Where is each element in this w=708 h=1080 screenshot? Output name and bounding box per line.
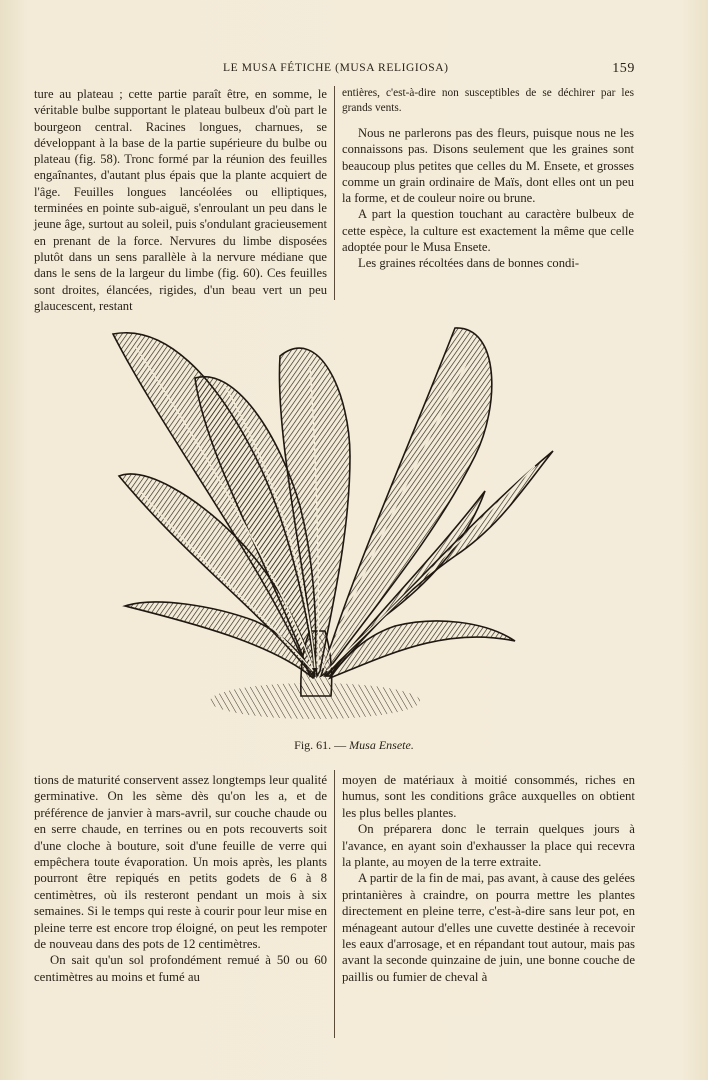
column-divider-bottom [334, 770, 335, 1038]
paragraph-sowing: tions de maturité conservent assez longtemps leur qualité germinative. On les sème dès qu'on les a, et de préférence de janvier à mars-avril, sur couche chaude ou en serre chaude, en terrines ou en pots recouverts soit d'une cloche à bouture, soit d'une feuille de verre qui empêchera toute évaporation. Un mois après, les plants pourront être repiqués en petits godets de 6 à 8 centimètres, où ils resteront pendant un mois à six semaines. Si le temps qui reste à courir pour leur mise en pleine terre est encore trop éloigné, on peut les rempoter de nouveau dans des pots de 12 centimètres. [34, 773, 327, 952]
bottom-right-column [342, 772, 635, 985]
paragraph-planting: A partir de la fin de mai, pas avant, à cause des gelées printanières à craindre, on pourra mettre les plantes directement en pleine terre, c'est-à-dire sans leur pot, en ménageant autour d'elles une cuvette destinée à recevoir les eaux d'arrosage, et en répandant tout autour, mais pas avant la seconde quinzaine de juin, une bonne couche de paillis ou fumier de cheval à [342, 871, 635, 984]
paragraph-ground-prep: On préparera donc le terrain quelques jours à l'avance, en ayant soin d'exhausser la place qui recevra la plante, au moyen de la terre extraite. [342, 822, 635, 870]
paragraph-culture: A part la question touchant au caractère bulbeux de cette espèce, la culture est exactement la même que celle adoptée pour le Musa Ensete. [342, 207, 634, 255]
paragraph-leaves-end: entières, c'est-à-dire non susceptibles de se déchirer par les grands vents. [342, 87, 634, 114]
page-number: 159 [612, 61, 635, 76]
musa-ensete-engraving [105, 316, 565, 736]
caption-species: Musa Ensete. [349, 738, 414, 752]
paragraph-soil: On sait qu'un sol profondément remué à 50 ou 60 centimètres au moins et fumé au [34, 953, 327, 984]
paragraph-humus: moyen de matériaux à moitié consommés, riches en humus, sont les conditions grâce auxquelles on obtient les plus belles plantes. [342, 773, 635, 820]
column-divider-top [334, 86, 335, 300]
bottom-left-column [34, 772, 327, 985]
caption-figure-number: Fig. 61. — [294, 738, 347, 752]
top-right-column [342, 86, 634, 272]
running-title: LE MUSA FÉTICHE (MUSA RELIGIOSA) [223, 62, 449, 74]
top-left-column [34, 86, 327, 314]
paragraph-seeds: Nous ne parlerons pas des fleurs, puisque nous ne les connaissons pas. Disons seulement que les graines sont beaucoup plus petites que celles du M. Ensete, et grosses comme un grain ordinaire de Maïs, dont elles ont un peu la forme, et de couleur noire ou brune. [342, 126, 634, 206]
paragraph-seed-harvest: Les graines récoltées dans de bonnes condi- [358, 256, 580, 271]
figure-caption [0, 738, 708, 753]
paragraph-description: ture au plateau ; cette partie paraît être, en somme, le véritable bulbe supportant le plateau bulbeux d'où part le bourgeon central. Racines longues, charnues, se développant à la base de la partie supérieure du bulbe ou plateau (fig. 58). Tronc formé par la réunion des feuilles engaînantes, d'autant plus épais que la plante acquiert de l'âge. Feuilles longues lancéolées ou elliptiques, terminées en pointe sub-aiguë, s'enroulant un peu dans le jeune âge, surtout au soleil, puis s'ondulant gracieusement en prenant de la force. Nervures du limbe disposées plutôt dans un sens parallèle à la nervure médiane que dans le sens de la largeur du limbe (fig. 60). Ces feuilles sont droites, élancées, rigides, d'un beau vert un peu glaucescent, restant [34, 87, 327, 313]
